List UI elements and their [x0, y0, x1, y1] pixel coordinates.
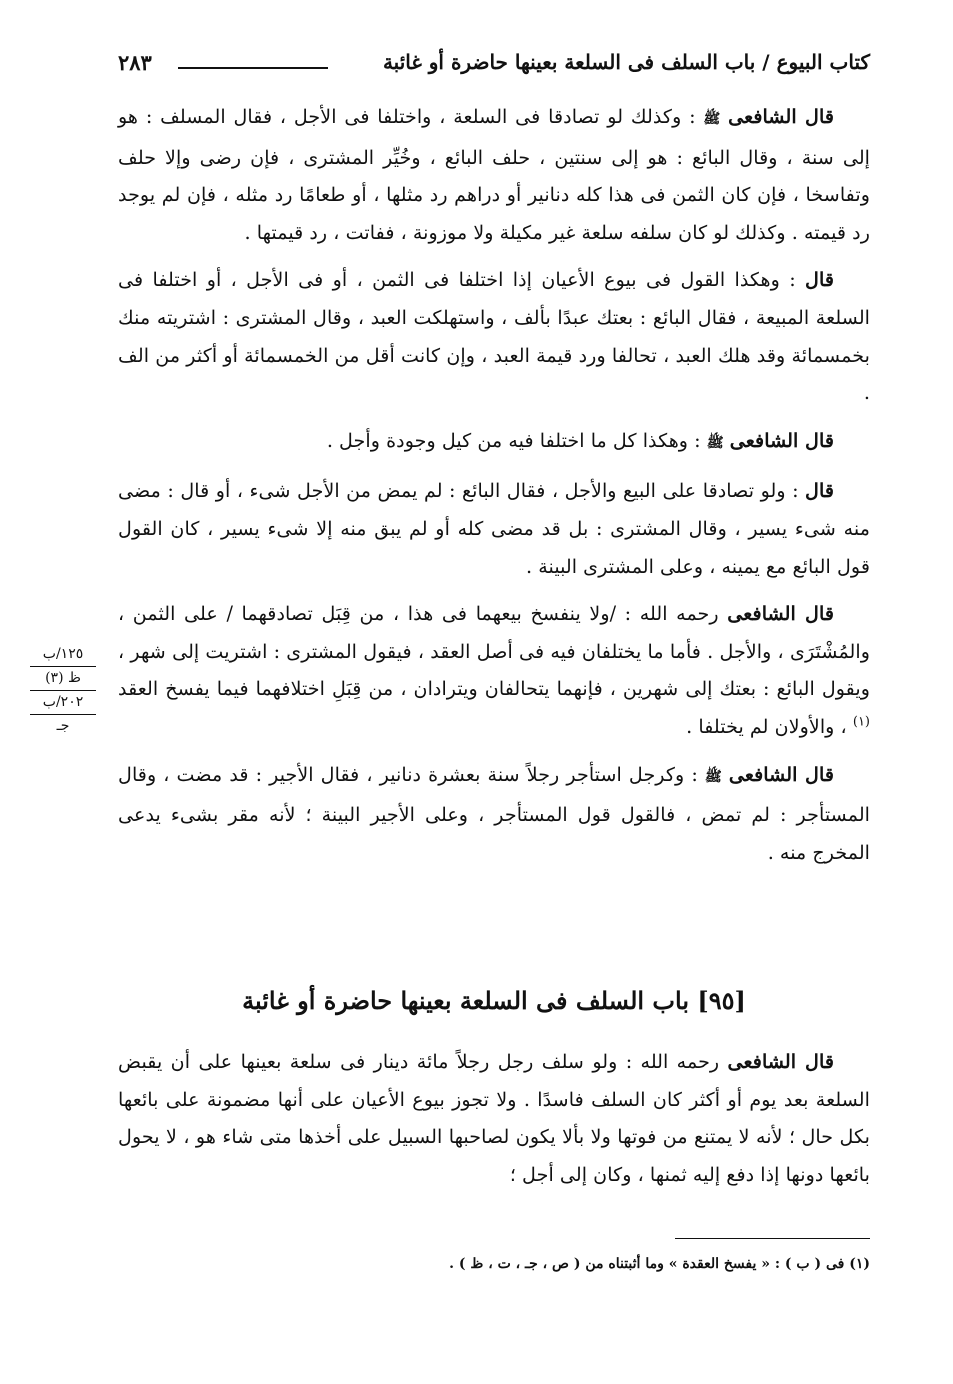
header-rule — [178, 67, 328, 69]
blessing: رحمه الله — [640, 1050, 720, 1073]
paragraph — [118, 595, 870, 745]
margin-ref-line: جـ — [56, 718, 70, 734]
footnote-marker[interactable]: (١) — [852, 714, 870, 730]
margin-manuscript-reference — [30, 645, 96, 736]
footnote: (١) فى ( ب ) : « يفسخ العقدة » وما أثبتناه من ( ص ، جـ ، ت ، ظ ) . — [449, 1256, 870, 1272]
section-text — [118, 1043, 870, 1203]
paragraph-text: : وكرجل استأجر رجلاً سنة بعشرة دنانير ، فقال الأجير : قد مضت ، وقال المستأجر : لم تمض ، فالقول قول المستأجر ، وعلى الأجير البينة ؛ لأنه مقر بشىء يدعى المخرج منه . — [118, 762, 870, 864]
paragraph-text: : وكذلك لو تصادقا فى السلعة ، واختلفا فى الأجل ، فقال المسلف : هو إلى سنة ، وقال البائع : هو إلى سنتين ، حلف البائع ، وخُيِّر المشترى ، فإن رضى وإلا حلف وتفاسخا ، فإن كان الثمن فى هذا كله دنانير أو دراهم رد مثلها ، أو طعامًا رد مثله ، فإن لم يوجد رد قيمته . وكذلك لو كان سلفه سلعة غير مكيلة ولا موزونة ، ففاتت ، رد قيمتها . — [118, 105, 870, 244]
paragraph-text: : /ولا ينفسخ بيعهما فى هذا ، من قِبَل تصادقهما / على الثمن ، والمُشْتَرَى ، والأجل . فأما ما يختلفان فيه فى أصل العقد ، فيقول المشترى : اشتريت إلى شهر ، ويقول البائع : بعتك إلى شهرين ، فإنهما يتحالفان ويترادان ، من قِبَلِ اختلافهما فيما يفسخ العقد — [118, 602, 870, 701]
margin-ref-line: ١٢٥/ب — [30, 645, 96, 667]
paragraph-text: : ولو سلف رجل رجلاً مائة دينار فى سلعة بعينها على أن يقبض السلعة بعد يوم أو أكثر كان السلف فاسدًا . ولا تجوز بيوع الأعيان على أنها مضمونة على بائعها بكل حال ؛ لأنه لا يمتنع من فوتها ولا بألا يكون لصاحبها السبيل على أخذها متى شاء هو ، لا يحول بائعها دونها إذا دفع إليه ثمنها ، وكان إلى أجل ؛ — [118, 1050, 870, 1186]
margin-ref-line: ٢٠٢/ب — [30, 693, 96, 715]
speaker: قال — [805, 268, 834, 292]
speaker: قال الشافعى — [728, 762, 835, 786]
blessing: ﷺ — [703, 111, 721, 127]
speaker: قال — [805, 479, 834, 503]
speaker: قال الشافعى — [729, 428, 834, 452]
blessing: رحمه الله — [639, 602, 719, 626]
speaker: قال الشافعى — [728, 105, 834, 128]
paragraph-text: : وهكذا القول فى بيوع الأعيان إذا اختلفا فى الثمن ، أو فى الأجل ، أو اختلفا فى السلعة المبيعة ، فقال البائع : بعتك عبدًا بألف ، واستهلكت العبد ، وقال المشترى : اشتريته منك بخمسمائة وقد هلك العبد ، تحالفا ورد قيمة العبد ، وإن كانت أقل من الخمسمائة أو أكثر من الف . — [118, 268, 870, 405]
paragraph-text: : ولو تصادقا على البيع والأجل ، فقال البائع : لم يمض من الأجل شىء ، أو قال : مضى منه شىء يسير ، وقال المشترى : بل قد مضى كله أو لم يبق منه إلا شىء يسير ، كان القول قول البائع مع يمينه ، وعلى المشترى البينة . — [118, 479, 870, 578]
paragraph — [118, 422, 870, 463]
footnote-rule — [675, 1238, 870, 1239]
blessing: ﷺ — [704, 768, 722, 785]
header-title: كتاب البيوع / باب السلف فى السلعة بعينها حاضرة أو غائبة — [382, 50, 870, 74]
paragraph — [118, 98, 870, 251]
section-heading: [٩٥] باب السلف فى السلعة بعينها حاضرة أو غائبة — [242, 986, 746, 1015]
paragraph-text: : وهكذا كل ما اختلفا فيه من كيل وجودة وأجل . — [326, 428, 701, 452]
running-header — [118, 50, 870, 84]
main-text — [118, 98, 870, 881]
paragraph — [118, 261, 870, 411]
speaker: قال الشافعى — [727, 1050, 834, 1073]
speaker: قال الشافعى — [727, 602, 834, 626]
blessing: ﷺ — [706, 434, 724, 451]
paragraph — [118, 472, 870, 585]
paragraph-text-after: ، والأولان لم يختلفا . — [686, 714, 847, 738]
paragraph — [118, 756, 870, 872]
margin-ref-line: ظ (٣) — [30, 669, 96, 691]
paragraph — [118, 1043, 870, 1193]
page-number: ٢٨٣ — [118, 50, 152, 75]
